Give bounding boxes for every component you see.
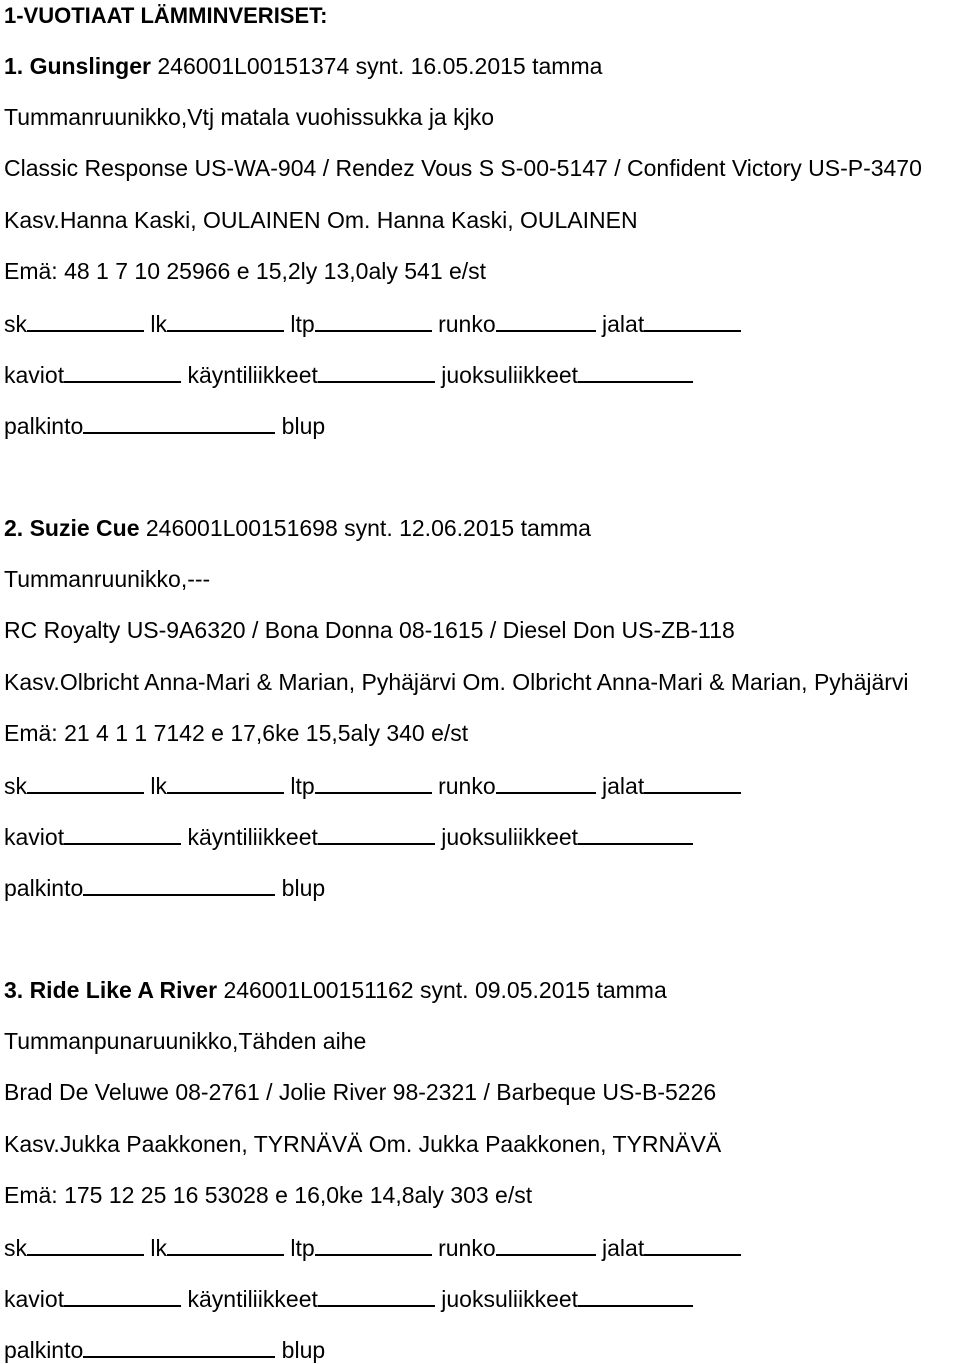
blank-ltp[interactable] <box>315 1234 432 1256</box>
label-kaviot: kaviot <box>4 824 65 850</box>
blank-lk[interactable] <box>167 1234 284 1256</box>
horse-dam: Emä: 175 12 25 16 53028 e 16,0ke 14,8aly 303 e/st <box>4 1182 533 1208</box>
score-row-movement <box>4 823 693 849</box>
label-kayntiliikkeet: käyntiliikkeet <box>187 1286 318 1312</box>
horse-color: Tummanruunikko,--- <box>4 566 211 592</box>
horse-pedigree: Classic Response US-WA-904 / Rendez Vous S S-00-5147 / Confident Victory US-P-3470 <box>4 155 922 181</box>
horse-color: Tummanpunaruunikko,Tähden aihe <box>4 1028 367 1054</box>
label-lk: lk <box>150 773 168 799</box>
section-heading: 1-VUOTIAAT LÄMMINVERISET: <box>4 3 328 28</box>
label-runko: runko <box>438 1235 496 1261</box>
horse-title <box>4 977 667 1003</box>
blank-kaviot[interactable] <box>64 823 181 845</box>
label-sk: sk <box>4 1235 27 1261</box>
blank-jalat[interactable] <box>644 772 741 794</box>
label-jalat: jalat <box>602 1235 645 1261</box>
blank-lk[interactable] <box>167 772 284 794</box>
label-kayntiliikkeet: käyntiliikkeet <box>187 362 318 388</box>
label-sk: sk <box>4 773 27 799</box>
blank-kayntiliikkeet[interactable] <box>318 823 435 845</box>
label-blup: blup <box>281 413 326 439</box>
blank-runko[interactable] <box>496 772 596 794</box>
horse-registration: 246001L00151698 synt. 12.06.2015 tamma <box>145 515 591 541</box>
horse-title <box>4 515 591 541</box>
label-runko: runko <box>438 311 496 337</box>
blank-kaviot[interactable] <box>64 361 181 383</box>
blank-lk[interactable] <box>167 310 284 332</box>
score-row-movement <box>4 1285 693 1311</box>
horse-breeder-owner: Kasv.Olbricht Anna-Mari & Marian, Pyhäjärvi Om. Olbricht Anna-Mari & Marian, Pyhäjärvi <box>4 669 909 695</box>
blank-jalat[interactable] <box>644 310 741 332</box>
blank-juoksuliikkeet[interactable] <box>578 361 693 383</box>
label-blup: blup <box>281 1337 326 1363</box>
blank-runko[interactable] <box>496 1234 596 1256</box>
label-kayntiliikkeet: käyntiliikkeet <box>187 824 318 850</box>
horse-pedigree: Brad De Veluwe 08-2761 / Jolie River 98-2321 / Barbeque US-B-5226 <box>4 1079 717 1105</box>
horse-registration: 246001L00151374 synt. 16.05.2015 tamma <box>157 53 603 79</box>
horse-name: 3. Ride Like A River <box>4 977 218 1003</box>
horse-registration: 246001L00151162 synt. 09.05.2015 tamma <box>223 977 667 1003</box>
blank-runko[interactable] <box>496 310 596 332</box>
horse-name: 1. Gunslinger <box>4 53 151 79</box>
label-kaviot: kaviot <box>4 362 65 388</box>
score-row-conformation <box>4 310 741 336</box>
horse-pedigree: RC Royalty US-9A6320 / Bona Donna 08-1615 / Diesel Don US-ZB-118 <box>4 617 735 643</box>
label-sk: sk <box>4 311 27 337</box>
blank-kayntiliikkeet[interactable] <box>318 1285 435 1307</box>
blank-ltp[interactable] <box>315 310 432 332</box>
score-row-award <box>4 1336 325 1362</box>
label-palkinto: palkinto <box>4 1337 84 1363</box>
label-jalat: jalat <box>602 311 645 337</box>
blank-sk[interactable] <box>27 772 144 794</box>
label-ltp: ltp <box>290 773 315 799</box>
label-jalat: jalat <box>602 773 645 799</box>
blank-kayntiliikkeet[interactable] <box>318 361 435 383</box>
blank-palkinto[interactable] <box>83 874 275 896</box>
blank-palkinto[interactable] <box>83 412 275 434</box>
horse-breeder-owner: Kasv.Jukka Paakkonen, TYRNÄVÄ Om. Jukka Paakkonen, TYRNÄVÄ <box>4 1131 722 1157</box>
blank-palkinto[interactable] <box>83 1336 275 1358</box>
horse-breeder-owner: Kasv.Hanna Kaski, OULAINEN Om. Hanna Kaski, OULAINEN <box>4 207 638 233</box>
horse-dam: Emä: 48 1 7 10 25966 e 15,2ly 13,0aly 541 e/st <box>4 258 487 284</box>
score-row-conformation <box>4 772 741 798</box>
blank-sk[interactable] <box>27 310 144 332</box>
blank-juoksuliikkeet[interactable] <box>578 1285 693 1307</box>
label-juoksuliikkeet: juoksuliikkeet <box>441 1286 579 1312</box>
blank-jalat[interactable] <box>644 1234 741 1256</box>
score-row-award <box>4 874 325 900</box>
blank-kaviot[interactable] <box>64 1285 181 1307</box>
label-kaviot: kaviot <box>4 1286 65 1312</box>
label-palkinto: palkinto <box>4 413 84 439</box>
label-lk: lk <box>150 1235 168 1261</box>
label-juoksuliikkeet: juoksuliikkeet <box>441 824 579 850</box>
horse-dam: Emä: 21 4 1 1 7142 e 17,6ke 15,5aly 340 e/st <box>4 720 469 746</box>
horse-color: Tummanruunikko,Vtj matala vuohissukka ja kjko <box>4 104 495 130</box>
label-ltp: ltp <box>290 311 315 337</box>
score-row-conformation <box>4 1234 741 1260</box>
label-juoksuliikkeet: juoksuliikkeet <box>441 362 579 388</box>
horse-name: 2. Suzie Cue <box>4 515 140 541</box>
label-lk: lk <box>150 311 168 337</box>
label-ltp: ltp <box>290 1235 315 1261</box>
blank-juoksuliikkeet[interactable] <box>578 823 693 845</box>
blank-sk[interactable] <box>27 1234 144 1256</box>
score-row-movement <box>4 361 693 387</box>
blank-ltp[interactable] <box>315 772 432 794</box>
score-row-award <box>4 412 325 438</box>
label-blup: blup <box>281 875 326 901</box>
label-palkinto: palkinto <box>4 875 84 901</box>
label-runko: runko <box>438 773 496 799</box>
horse-title <box>4 53 602 79</box>
